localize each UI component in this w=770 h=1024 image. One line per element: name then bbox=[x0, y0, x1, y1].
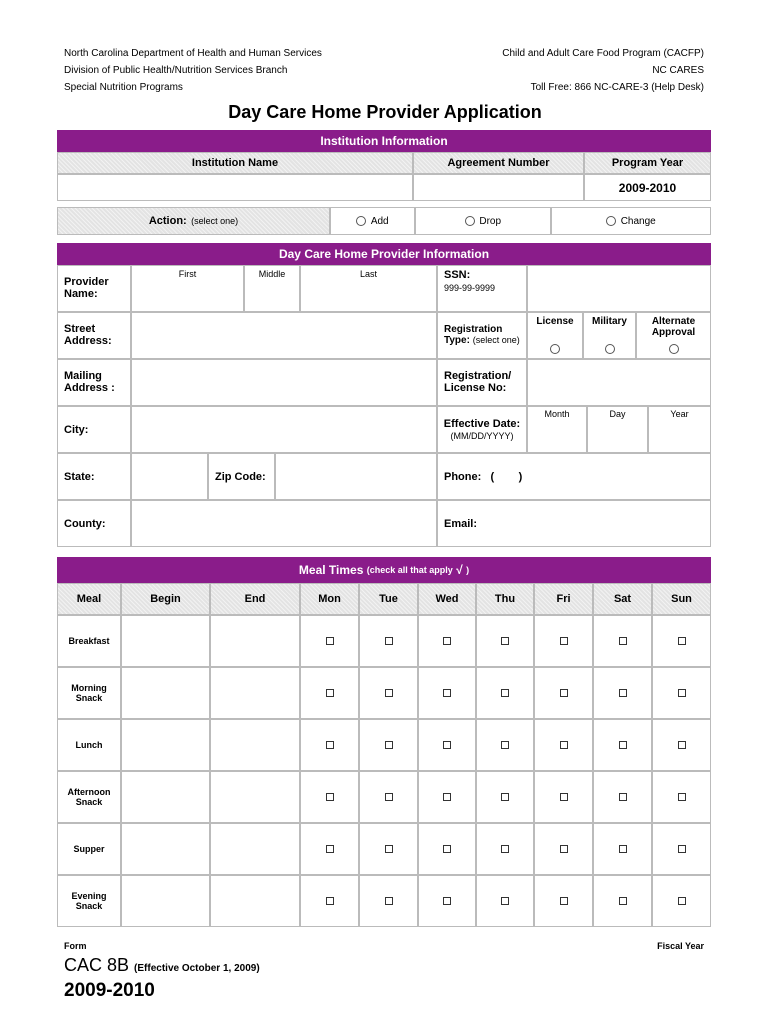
program-year-value: 2009-2010 bbox=[584, 174, 711, 201]
middle-name-label: Middle bbox=[258, 269, 286, 279]
afternoon-snack-mon-cell[interactable] bbox=[300, 771, 359, 823]
effective-date-cell bbox=[437, 406, 527, 453]
effective-month-field[interactable] bbox=[527, 406, 587, 453]
drop-radio[interactable] bbox=[465, 216, 475, 226]
breakfast-begin-time-field[interactable] bbox=[121, 615, 210, 667]
zip-code-field[interactable] bbox=[275, 453, 437, 500]
ssn-placeholder: 999-99-9999 bbox=[444, 283, 496, 293]
evening-snack-end-time-field[interactable] bbox=[210, 875, 300, 927]
agency-line-2: Division of Public Health/Nutrition Services Branch bbox=[64, 65, 288, 76]
breakfast-end-time-field[interactable] bbox=[210, 615, 300, 667]
registration-type-cell bbox=[437, 312, 527, 359]
morning-snack-fri-checkbox[interactable] bbox=[560, 689, 568, 697]
breakfast-tue-cell[interactable] bbox=[359, 615, 418, 667]
agency-line-1: North Carolina Department of Health and Human Services bbox=[64, 48, 322, 59]
afternoon-snack-thu-checkbox[interactable] bbox=[501, 793, 509, 801]
lunch-tue-checkbox[interactable] bbox=[385, 741, 393, 749]
breakfast-sat-cell[interactable] bbox=[593, 615, 652, 667]
afternoon-snack-tue-cell[interactable] bbox=[359, 771, 418, 823]
state-label: State: bbox=[57, 453, 131, 500]
action-hint: (select one) bbox=[191, 216, 239, 226]
agreement-number-header: Agreement Number bbox=[413, 152, 584, 174]
registration-license-label: Registration/ License No: bbox=[437, 359, 527, 406]
institution-name-field[interactable] bbox=[57, 174, 413, 201]
breakfast-thu-checkbox[interactable] bbox=[501, 637, 509, 645]
breakfast-sun-cell[interactable] bbox=[652, 615, 711, 667]
meal-label-morning-snack: Morning Snack bbox=[57, 667, 121, 719]
col-header-fri: Fri bbox=[534, 583, 593, 615]
evening-snack-wed-cell[interactable] bbox=[418, 875, 476, 927]
registration-type-label: Registration bbox=[444, 324, 503, 335]
breakfast-sun-checkbox[interactable] bbox=[678, 637, 686, 645]
evening-snack-wed-checkbox[interactable] bbox=[443, 897, 451, 905]
afternoon-snack-fri-cell[interactable] bbox=[534, 771, 593, 823]
month-label: Month bbox=[544, 409, 570, 419]
lunch-sun-checkbox[interactable] bbox=[678, 741, 686, 749]
meal-times-hint-end: ) bbox=[466, 565, 470, 575]
lunch-fri-cell[interactable] bbox=[534, 719, 593, 771]
afternoon-snack-fri-checkbox[interactable] bbox=[560, 793, 568, 801]
afternoon-snack-begin-time-field[interactable] bbox=[121, 771, 210, 823]
lunch-wed-cell[interactable] bbox=[418, 719, 476, 771]
page-title: Day Care Home Provider Application bbox=[228, 102, 542, 122]
morning-snack-fri-cell[interactable] bbox=[534, 667, 593, 719]
provider-name-label: Provider Name: bbox=[57, 265, 131, 312]
alternate-approval-label: Alternate Approval bbox=[651, 316, 696, 338]
supper-fri-cell[interactable] bbox=[534, 823, 593, 875]
effective-year-field[interactable] bbox=[648, 406, 711, 453]
supper-sun-checkbox[interactable] bbox=[678, 845, 686, 853]
morning-snack-sun-checkbox[interactable] bbox=[678, 689, 686, 697]
supper-mon-checkbox[interactable] bbox=[326, 845, 334, 853]
meal-times-title: Meal Times bbox=[298, 563, 364, 577]
morning-snack-mon-checkbox[interactable] bbox=[326, 689, 334, 697]
lunch-sat-cell[interactable] bbox=[593, 719, 652, 771]
county-field[interactable] bbox=[131, 500, 437, 547]
alternate-approval-radio[interactable] bbox=[669, 344, 679, 354]
ssn-cell[interactable] bbox=[437, 265, 527, 312]
first-name-label: First bbox=[178, 269, 197, 279]
col-header-mon: Mon bbox=[300, 583, 359, 615]
supper-tue-cell[interactable] bbox=[359, 823, 418, 875]
col-header-thu: Thu bbox=[476, 583, 534, 615]
program-line-3: Toll Free: 866 NC-CARE-3 (Help Desk) bbox=[530, 82, 704, 93]
action-label: Action: bbox=[148, 215, 187, 227]
license-option[interactable] bbox=[527, 312, 583, 359]
supper-fri-checkbox[interactable] bbox=[560, 845, 568, 853]
evening-snack-sun-cell[interactable] bbox=[652, 875, 711, 927]
meal-label-supper: Supper bbox=[57, 823, 121, 875]
meal-label-lunch: Lunch bbox=[57, 719, 121, 771]
morning-snack-begin-time-field[interactable] bbox=[121, 667, 210, 719]
breakfast-fri-cell[interactable] bbox=[534, 615, 593, 667]
form-code-line bbox=[64, 955, 260, 976]
provider-band: Day Care Home Provider Information bbox=[57, 243, 711, 265]
lunch-sat-checkbox[interactable] bbox=[619, 741, 627, 749]
license-radio[interactable] bbox=[550, 344, 560, 354]
meal-times-hint: (check all that apply bbox=[366, 565, 453, 575]
supper-begin-time-field[interactable] bbox=[121, 823, 210, 875]
lunch-mon-cell[interactable] bbox=[300, 719, 359, 771]
afternoon-snack-thu-cell[interactable] bbox=[476, 771, 534, 823]
evening-snack-tue-checkbox[interactable] bbox=[385, 897, 393, 905]
afternoon-snack-tue-checkbox[interactable] bbox=[385, 793, 393, 801]
lunch-wed-checkbox[interactable] bbox=[443, 741, 451, 749]
effective-date-hint: (MM/DD/YYYY) bbox=[450, 431, 514, 441]
supper-mon-cell[interactable] bbox=[300, 823, 359, 875]
change-radio[interactable] bbox=[606, 216, 616, 226]
breakfast-tue-checkbox[interactable] bbox=[385, 637, 393, 645]
evening-snack-thu-checkbox[interactable] bbox=[501, 897, 509, 905]
institution-name-header: Institution Name bbox=[57, 152, 413, 174]
street-address-field[interactable] bbox=[131, 312, 437, 359]
breakfast-wed-checkbox[interactable] bbox=[443, 637, 451, 645]
lunch-sun-cell[interactable] bbox=[652, 719, 711, 771]
evening-snack-sat-cell[interactable] bbox=[593, 875, 652, 927]
zip-code-label: Zip Code: bbox=[208, 453, 275, 500]
evening-snack-mon-cell[interactable] bbox=[300, 875, 359, 927]
supper-sat-checkbox[interactable] bbox=[619, 845, 627, 853]
morning-snack-sun-cell[interactable] bbox=[652, 667, 711, 719]
morning-snack-mon-cell[interactable] bbox=[300, 667, 359, 719]
action-change-option[interactable] bbox=[551, 207, 711, 235]
morning-snack-wed-checkbox[interactable] bbox=[443, 689, 451, 697]
ssn-extra-field[interactable] bbox=[527, 265, 711, 312]
day-label: Day bbox=[609, 409, 626, 419]
col-header-wed: Wed bbox=[418, 583, 476, 615]
form-code: CAC 8B bbox=[64, 955, 130, 975]
col-header-sat: Sat bbox=[593, 583, 652, 615]
col-header-end: End bbox=[210, 583, 300, 615]
agency-line-3: Special Nutrition Programs bbox=[64, 82, 183, 93]
morning-snack-end-time-field[interactable] bbox=[210, 667, 300, 719]
phone-paren-close: ) bbox=[518, 471, 523, 483]
email-label: Email: bbox=[444, 518, 478, 530]
supper-end-time-field[interactable] bbox=[210, 823, 300, 875]
program-year-header: Program Year bbox=[584, 152, 711, 174]
action-label-cell bbox=[57, 207, 330, 235]
program-line-1: Child and Adult Care Food Program (CACFP) bbox=[502, 48, 704, 59]
institution-band: Institution Information bbox=[57, 130, 711, 152]
phone-paren-open: ( bbox=[490, 471, 495, 483]
alternate-approval-option[interactable] bbox=[636, 312, 711, 359]
fiscal-year-label: Fiscal Year bbox=[657, 941, 704, 951]
afternoon-snack-sun-checkbox[interactable] bbox=[678, 793, 686, 801]
morning-snack-tue-cell[interactable] bbox=[359, 667, 418, 719]
phone-field[interactable] bbox=[437, 453, 711, 500]
county-label: County: bbox=[57, 500, 131, 547]
registration-type-label-2: Type: bbox=[444, 335, 470, 346]
state-field[interactable] bbox=[131, 453, 208, 500]
supper-tue-checkbox[interactable] bbox=[385, 845, 393, 853]
afternoon-snack-wed-cell[interactable] bbox=[418, 771, 476, 823]
afternoon-snack-sun-cell[interactable] bbox=[652, 771, 711, 823]
morning-snack-tue-checkbox[interactable] bbox=[385, 689, 393, 697]
breakfast-mon-cell[interactable] bbox=[300, 615, 359, 667]
email-field[interactable] bbox=[437, 500, 711, 547]
morning-snack-sat-checkbox[interactable] bbox=[619, 689, 627, 697]
breakfast-thu-cell[interactable] bbox=[476, 615, 534, 667]
agreement-number-field[interactable] bbox=[413, 174, 584, 201]
supper-thu-cell[interactable] bbox=[476, 823, 534, 875]
morning-snack-thu-cell[interactable] bbox=[476, 667, 534, 719]
action-add-option[interactable] bbox=[330, 207, 415, 235]
evening-snack-mon-checkbox[interactable] bbox=[326, 897, 334, 905]
add-radio[interactable] bbox=[356, 216, 366, 226]
lunch-thu-checkbox[interactable] bbox=[501, 741, 509, 749]
middle-name-field[interactable] bbox=[244, 265, 300, 312]
evening-snack-begin-time-field[interactable] bbox=[121, 875, 210, 927]
meal-label-breakfast: Breakfast bbox=[57, 615, 121, 667]
form-label: Form bbox=[64, 941, 87, 951]
lunch-end-time-field[interactable] bbox=[210, 719, 300, 771]
phone-label: Phone: bbox=[444, 471, 482, 483]
lunch-tue-cell[interactable] bbox=[359, 719, 418, 771]
afternoon-snack-end-time-field[interactable] bbox=[210, 771, 300, 823]
effective-date-label: Effective Date: bbox=[443, 418, 521, 430]
change-label: Change bbox=[620, 215, 656, 227]
last-name-field[interactable] bbox=[300, 265, 437, 312]
evening-snack-fri-checkbox[interactable] bbox=[560, 897, 568, 905]
add-label: Add bbox=[370, 215, 389, 227]
col-header-tue: Tue bbox=[359, 583, 418, 615]
city-field[interactable] bbox=[131, 406, 437, 453]
form-effective: (Effective October 1, 2009) bbox=[134, 963, 260, 974]
col-header-sun: Sun bbox=[652, 583, 711, 615]
evening-snack-thu-cell[interactable] bbox=[476, 875, 534, 927]
agency-header bbox=[64, 48, 322, 94]
lunch-fri-checkbox[interactable] bbox=[560, 741, 568, 749]
evening-snack-fri-cell[interactable] bbox=[534, 875, 593, 927]
lunch-mon-checkbox[interactable] bbox=[326, 741, 334, 749]
military-label: Military bbox=[591, 316, 627, 327]
breakfast-wed-cell[interactable] bbox=[418, 615, 476, 667]
check-glyph: √ bbox=[456, 563, 463, 577]
evening-snack-tue-cell[interactable] bbox=[359, 875, 418, 927]
lunch-thu-cell[interactable] bbox=[476, 719, 534, 771]
ssn-label: SSN: bbox=[444, 269, 471, 281]
first-name-field[interactable] bbox=[131, 265, 244, 312]
breakfast-sat-checkbox[interactable] bbox=[619, 637, 627, 645]
evening-snack-sun-checkbox[interactable] bbox=[678, 897, 686, 905]
evening-snack-sat-checkbox[interactable] bbox=[619, 897, 627, 905]
drop-label: Drop bbox=[479, 215, 502, 227]
military-option[interactable] bbox=[583, 312, 636, 359]
city-label: City: bbox=[57, 406, 131, 453]
meal-times-band bbox=[57, 557, 711, 583]
license-label: License bbox=[536, 316, 574, 327]
last-name-label: Last bbox=[359, 269, 377, 279]
afternoon-snack-sat-cell[interactable] bbox=[593, 771, 652, 823]
supper-wed-cell[interactable] bbox=[418, 823, 476, 875]
program-header bbox=[502, 48, 704, 94]
col-header-meal: Meal bbox=[57, 583, 121, 615]
military-radio[interactable] bbox=[605, 344, 615, 354]
year-label: Year bbox=[670, 409, 689, 419]
registration-license-field[interactable] bbox=[527, 359, 711, 406]
meal-label-evening-snack: Evening Snack bbox=[57, 875, 121, 927]
morning-snack-thu-checkbox[interactable] bbox=[501, 689, 509, 697]
registration-type-hint: (select one) bbox=[472, 335, 520, 345]
effective-day-field[interactable] bbox=[587, 406, 648, 453]
morning-snack-wed-cell[interactable] bbox=[418, 667, 476, 719]
afternoon-snack-wed-checkbox[interactable] bbox=[443, 793, 451, 801]
meal-label-afternoon-snack: Afternoon Snack bbox=[57, 771, 121, 823]
supper-sun-cell[interactable] bbox=[652, 823, 711, 875]
afternoon-snack-mon-checkbox[interactable] bbox=[326, 793, 334, 801]
afternoon-snack-sat-checkbox[interactable] bbox=[619, 793, 627, 801]
mailing-address-field[interactable] bbox=[131, 359, 437, 406]
col-header-begin: Begin bbox=[121, 583, 210, 615]
breakfast-fri-checkbox[interactable] bbox=[560, 637, 568, 645]
street-address-label: Street Address: bbox=[57, 312, 131, 359]
breakfast-mon-checkbox[interactable] bbox=[326, 637, 334, 645]
program-line-2: NC CARES bbox=[652, 65, 704, 76]
supper-wed-checkbox[interactable] bbox=[443, 845, 451, 853]
supper-thu-checkbox[interactable] bbox=[501, 845, 509, 853]
supper-sat-cell[interactable] bbox=[593, 823, 652, 875]
morning-snack-sat-cell[interactable] bbox=[593, 667, 652, 719]
lunch-begin-time-field[interactable] bbox=[121, 719, 210, 771]
form-year: 2009-2010 bbox=[64, 980, 155, 1001]
action-drop-option[interactable] bbox=[415, 207, 551, 235]
mailing-address-label: Mailing Address : bbox=[57, 359, 131, 406]
